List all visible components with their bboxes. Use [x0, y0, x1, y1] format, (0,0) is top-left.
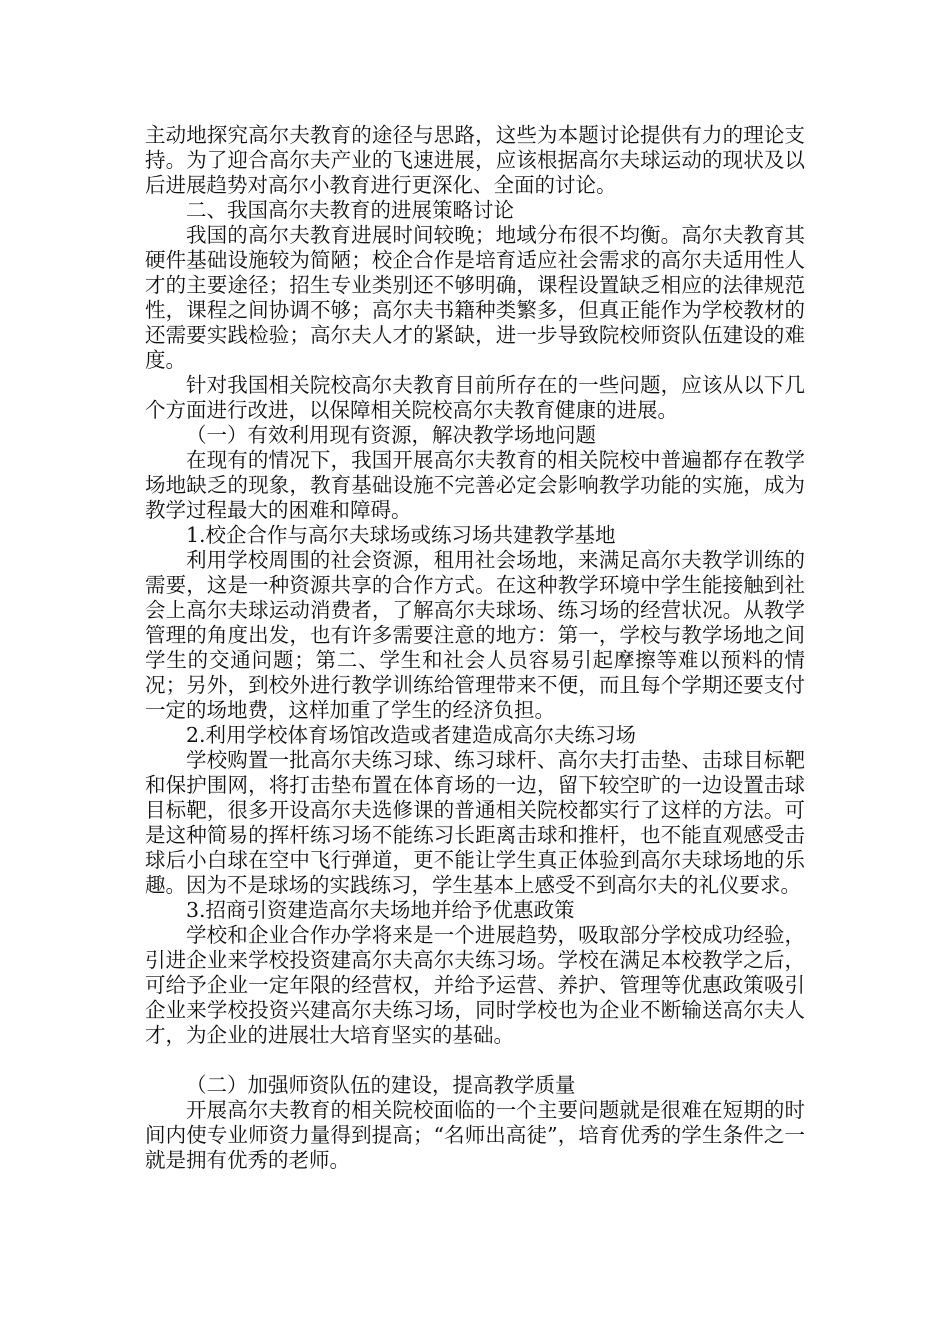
subsection-heading-1: （一）有效利用现有资源，解决教学场地问题	[186, 423, 596, 447]
paragraph-venue-shortage: 在现有的情况下，我国开展高尔夫教育的相关院校中普遍都存在教学场地缺乏的现象，教育基础设施不完善必定会影响教学功能的实施，成为教学过程最大的困难和障碍。	[145, 448, 805, 522]
paragraph-cooperation: 利用学校周围的社会资源，租用社会场地，来满足高尔夫教学训练的需要，这是一种资源共享的合作方式。在这种教学环境中学生能接触到社会上高尔夫球运动消费者，了解高尔夫球场、练习场的经营状况。从教学管理的角度出发，也有许多需要注意的地方：第一，学校与教学场地之间学生的交通问题；第二、学生和社会人员容易引起摩擦等难以预料的情况；另外，到校外进行教学训练给管理带来不便，而且每个学期还要支付一定的场地费，这样加重了学生的经济负担。	[145, 548, 805, 722]
paragraph-gap	[145, 1048, 805, 1073]
item-heading-3: 3.招商引资建造高尔夫场地并给予优惠政策	[186, 898, 575, 922]
item-heading-1: 1.校企合作与高尔夫球场或练习场共建教学基地	[186, 523, 616, 547]
paragraph-faculty: 开展高尔夫教育的相关院校面临的一个主要问题就是很难在短期的时间内使专业师资力量得到提高；“名师出高徒”，培育优秀的学生条件之一就是拥有优秀的老师。	[145, 1098, 805, 1172]
paragraph-intro-continued: 主动地探究高尔夫教育的途径与思路，这些为本题讨论提供有力的理论支持。为了迎合高尔夫产业的飞速进展，应该根据高尔夫球运动的现状及以后进展趋势对高尔小教育进行更深化、全面的讨论。	[145, 123, 805, 197]
paragraph-gym-conversion: 学校购置一批高尔夫练习球、练习球杆、高尔夫打击垫、击球目标靶和保护围网，将打击垫布置在体育场的一边，留下较空旷的一边设置击球目标靶，很多开设高尔夫选修课的普通相关院校都实行了这样的方法。可是这种简易的挥杆练习场不能练习长距离击球和推杆，也不能直观感受击球后小白球在空中飞行弹道，更不能让学生真正体验到高尔夫球场地的乐趣。因为不是球场的实践练习，学生基本上感受不到高尔夫的礼仪要求。	[145, 748, 805, 897]
paragraph-investment: 学校和企业合作办学将来是一个进展趋势，吸取部分学校成功经验，引进企业来学校投资建高尔夫高尔夫练习场。学校在满足本校教学之后，可给予企业一定年限的经营权，并给予运营、养护、管理等优惠政策吸引企业来学校投资兴建高尔夫练习场，同时学校也为企业不断输送高尔夫人才，为企业的进展壮大培育坚实的基础。	[145, 923, 805, 1047]
document-page	[145, 123, 805, 1173]
paragraph-improvements: 针对我国相关院校高尔夫教育目前所存在的一些问题，应该从以下几个方面进行改进，以保障相关院校高尔夫教育健康的进展。	[145, 373, 805, 422]
item-heading-2: 2.利用学校体育场馆改造或者建造成高尔夫练习场	[186, 723, 637, 747]
subsection-heading-2: （二）加强师资队伍的建设，提高教学质量	[186, 1073, 576, 1097]
section-heading-2: 二、我国高尔夫教育的进展策略讨论	[186, 198, 514, 222]
paragraph-status: 我国的高尔夫教育进展时间较晚；地域分布很不均衡。高尔夫教育其硬件基础设施较为简陋；校企合作是培育适应社会需求的高尔夫适用性人才的主要途径；招生专业类别还不够明确，课程设置缺乏相应的法律规范性，课程之间协调不够；高尔夫书籍种类繁多，但真正能作为学校教材的还需要实践检验；高尔夫人才的紧缺，进一步导致院校师资队伍建设的难度。	[145, 223, 805, 372]
